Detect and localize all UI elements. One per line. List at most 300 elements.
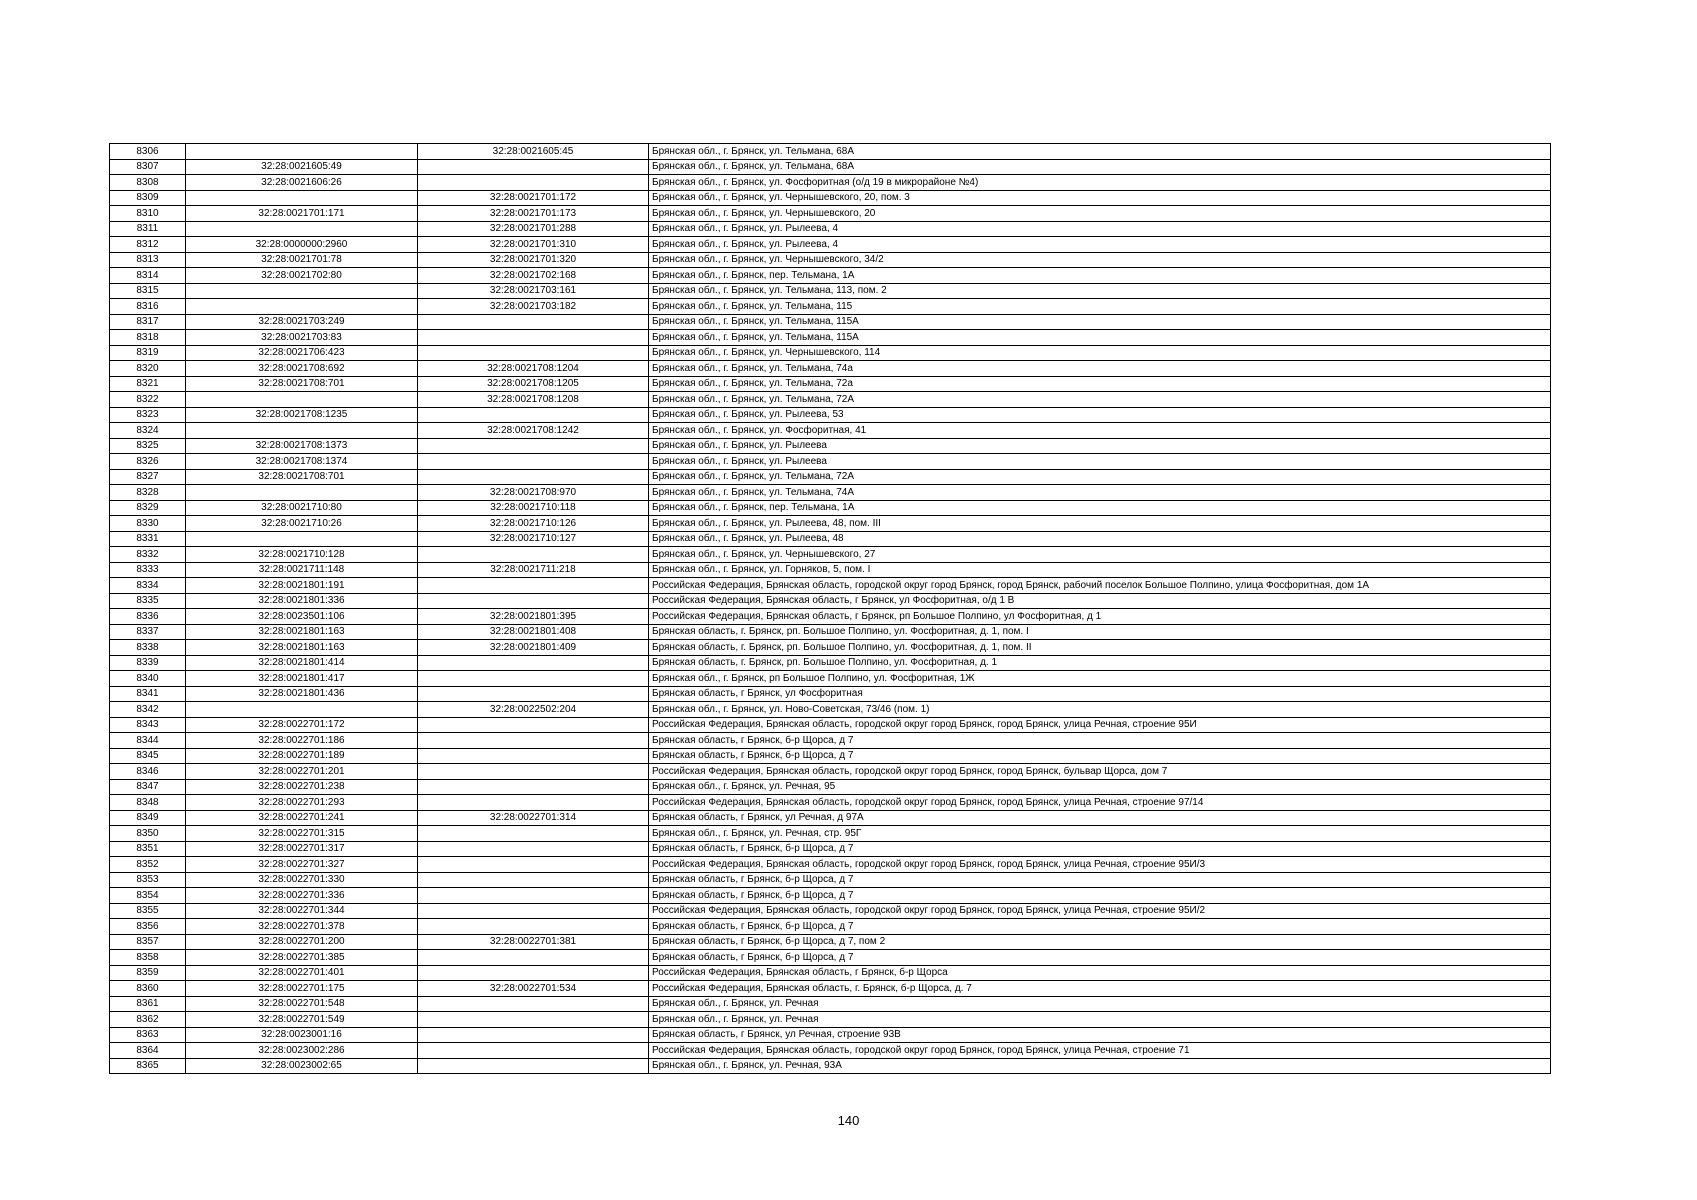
land-cadastral-number-cell: 32:28:0021708:1235: [186, 407, 418, 423]
table-row: [110, 950, 1551, 966]
address-cell: Брянская область, г Брянск, ул Речная, строение 93В: [649, 1027, 1551, 1043]
row-number-cell: 8340: [110, 671, 186, 687]
row-number-cell: 8307: [110, 159, 186, 175]
land-cadastral-number-cell: 32:28:0022701:549: [186, 1012, 418, 1028]
row-number-cell: 8350: [110, 826, 186, 842]
land-cadastral-number-cell: 32:28:0021708:701: [186, 376, 418, 392]
table-row: [110, 299, 1551, 315]
land-cadastral-number-cell: 32:28:0021801:163: [186, 640, 418, 656]
table-row: [110, 826, 1551, 842]
land-cadastral-number-cell: 32:28:0021710:128: [186, 547, 418, 563]
table-row: [110, 965, 1551, 981]
table-row: [110, 392, 1551, 408]
table-row: [110, 562, 1551, 578]
address-cell: Российская Федерация, Брянская область, городской округ город Брянск, город Брянск, улица Речная, строение 95И: [649, 717, 1551, 733]
table-row: [110, 516, 1551, 532]
row-number-cell: 8351: [110, 841, 186, 857]
address-cell: Российская Федерация, Брянская область, городской округ город Брянск, город Брянск, улица Речная, строение 95И/2: [649, 903, 1551, 919]
land-cadastral-number-cell: [186, 702, 418, 718]
row-number-cell: 8315: [110, 283, 186, 299]
address-cell: Брянская область, г Брянск, б-р Щорса, д 7: [649, 950, 1551, 966]
address-cell: Брянская обл., г. Брянск, ул. Речная, 95: [649, 779, 1551, 795]
table-row: [110, 671, 1551, 687]
row-number-cell: 8365: [110, 1058, 186, 1074]
table-row: [110, 407, 1551, 423]
address-cell: Российская Федерация, Брянская область, городской округ город Брянск, город Брянск, улица Речная, строение 97/14: [649, 795, 1551, 811]
table-row: [110, 361, 1551, 377]
address-cell: Брянская обл., г. Брянск, ул. Горняков, 5, пом. I: [649, 562, 1551, 578]
address-cell: Российская Федерация, Брянская область, городской округ город Брянск, город Брянск, улица Речная, строение 95И/3: [649, 857, 1551, 873]
building-cadastral-number-cell: [418, 345, 649, 361]
address-cell: Брянская область, г Брянск, б-р Щорса, д 7: [649, 733, 1551, 749]
table-row: [110, 717, 1551, 733]
building-cadastral-number-cell: [418, 872, 649, 888]
building-cadastral-number-cell: [418, 888, 649, 904]
building-cadastral-number-cell: 32:28:0021708:1205: [418, 376, 649, 392]
land-cadastral-number-cell: 32:28:0022701:293: [186, 795, 418, 811]
land-cadastral-number-cell: 32:28:0021710:80: [186, 500, 418, 516]
building-cadastral-number-cell: [418, 748, 649, 764]
building-cadastral-number-cell: 32:28:0021703:182: [418, 299, 649, 315]
table-row: [110, 330, 1551, 346]
row-number-cell: 8346: [110, 764, 186, 780]
land-cadastral-number-cell: 32:28:0021703:83: [186, 330, 418, 346]
table-row: [110, 609, 1551, 625]
table-row: [110, 159, 1551, 175]
address-cell: Брянская область, г. Брянск, рп. Большое Полпино, ул. Фосфоритная, д. 1: [649, 655, 1551, 671]
address-cell: Российская Федерация, Брянская область, г Брянск, ул Фосфоритная, о/д 1 В: [649, 593, 1551, 609]
land-cadastral-number-cell: 32:28:0021702:80: [186, 268, 418, 284]
table-row: [110, 733, 1551, 749]
building-cadastral-number-cell: 32:28:0021703:161: [418, 283, 649, 299]
address-cell: Брянская обл., г. Брянск, ул. Чернышевского, 20, пом. 3: [649, 190, 1551, 206]
row-number-cell: 8348: [110, 795, 186, 811]
building-cadastral-number-cell: [418, 903, 649, 919]
table-row: [110, 268, 1551, 284]
land-cadastral-number-cell: 32:28:0021606:26: [186, 175, 418, 191]
address-cell: Брянская обл., г. Брянск, ул. Чернышевского, 114: [649, 345, 1551, 361]
building-cadastral-number-cell: 32:28:0022701:534: [418, 981, 649, 997]
address-cell: Российская Федерация, Брянская область, г. Брянск, б-р Щорса, д. 7: [649, 981, 1551, 997]
row-number-cell: 8352: [110, 857, 186, 873]
row-number-cell: 8342: [110, 702, 186, 718]
table-row: [110, 454, 1551, 470]
building-cadastral-number-cell: [418, 469, 649, 485]
building-cadastral-number-cell: [418, 1027, 649, 1043]
address-cell: Брянская обл., г. Брянск, ул. Речная, стр. 95Г: [649, 826, 1551, 842]
address-cell: Брянская обл., г. Брянск, пер. Тельмана, 1А: [649, 500, 1551, 516]
row-number-cell: 8333: [110, 562, 186, 578]
address-cell: Брянская обл., г. Брянск, ул. Рылеева, 4: [649, 221, 1551, 237]
building-cadastral-number-cell: 32:28:0021710:127: [418, 531, 649, 547]
table-row: [110, 531, 1551, 547]
land-cadastral-number-cell: 32:28:0023002:65: [186, 1058, 418, 1074]
row-number-cell: 8338: [110, 640, 186, 656]
row-number-cell: 8313: [110, 252, 186, 268]
row-number-cell: 8345: [110, 748, 186, 764]
row-number-cell: 8331: [110, 531, 186, 547]
address-cell: Брянская обл., г. Брянск, ул. Рылеева, 53: [649, 407, 1551, 423]
row-number-cell: 8328: [110, 485, 186, 501]
land-cadastral-number-cell: 32:28:0022701:344: [186, 903, 418, 919]
land-cadastral-number-cell: [186, 190, 418, 206]
address-cell: Брянская обл., г. Брянск, ул. Тельмана, 115А: [649, 314, 1551, 330]
building-cadastral-number-cell: [418, 330, 649, 346]
table-row: [110, 1012, 1551, 1028]
land-cadastral-number-cell: 32:28:0022701:385: [186, 950, 418, 966]
address-cell: Брянская обл., г. Брянск, ул. Тельмана, 68А: [649, 144, 1551, 160]
row-number-cell: 8343: [110, 717, 186, 733]
building-cadastral-number-cell: [418, 1012, 649, 1028]
address-cell: Российская Федерация, Брянская область, городской округ город Брянск, город Брянск, бульвар Щорса, дом 7: [649, 764, 1551, 780]
row-number-cell: 8330: [110, 516, 186, 532]
row-number-cell: 8311: [110, 221, 186, 237]
building-cadastral-number-cell: 32:28:0021605:45: [418, 144, 649, 160]
table-row: [110, 795, 1551, 811]
row-number-cell: 8364: [110, 1043, 186, 1059]
row-number-cell: 8344: [110, 733, 186, 749]
row-number-cell: 8322: [110, 392, 186, 408]
table-row: [110, 934, 1551, 950]
address-cell: Брянская обл., г. Брянск, ул. Речная: [649, 996, 1551, 1012]
table-row: [110, 702, 1551, 718]
address-cell: Российская Федерация, Брянская область, г Брянск, б-р Щорса: [649, 965, 1551, 981]
address-cell: Российская Федерация, Брянская область, г Брянск, рп Большое Полпино, ул Фосфоритная, д 1: [649, 609, 1551, 625]
row-number-cell: 8329: [110, 500, 186, 516]
building-cadastral-number-cell: [418, 779, 649, 795]
building-cadastral-number-cell: [418, 159, 649, 175]
land-cadastral-number-cell: 32:28:0021708:692: [186, 361, 418, 377]
building-cadastral-number-cell: [418, 764, 649, 780]
table-row: [110, 810, 1551, 826]
building-cadastral-number-cell: [418, 547, 649, 563]
address-cell: Брянская обл., г. Брянск, ул. Тельмана, 115А: [649, 330, 1551, 346]
table-row: [110, 237, 1551, 253]
land-cadastral-number-cell: 32:28:0021703:249: [186, 314, 418, 330]
table-row: [110, 764, 1551, 780]
address-cell: Брянская обл., г. Брянск, ул. Рылеева: [649, 454, 1551, 470]
building-cadastral-number-cell: [418, 407, 649, 423]
row-number-cell: 8310: [110, 206, 186, 222]
land-cadastral-number-cell: 32:28:0021801:414: [186, 655, 418, 671]
page-number: 140: [837, 1113, 860, 1128]
land-cadastral-number-cell: 32:28:0022701:172: [186, 717, 418, 733]
land-cadastral-number-cell: 32:28:0022701:175: [186, 981, 418, 997]
address-cell: Брянская обл., г. Брянск, ул. Чернышевского, 34/2: [649, 252, 1551, 268]
address-cell: Брянская обл., г. Брянск, ул. Фосфоритная (о/д 19 в микрорайоне №4): [649, 175, 1551, 191]
land-cadastral-number-cell: 32:28:0022701:189: [186, 748, 418, 764]
table-row: [110, 175, 1551, 191]
table-row: [110, 996, 1551, 1012]
land-cadastral-number-cell: 32:28:0022701:330: [186, 872, 418, 888]
address-cell: Брянская обл., г. Брянск, ул. Рылеева, 48: [649, 531, 1551, 547]
building-cadastral-number-cell: [418, 857, 649, 873]
row-number-cell: 8309: [110, 190, 186, 206]
table-row: [110, 500, 1551, 516]
address-cell: Брянская область, г. Брянск, рп. Большое Полпино, ул. Фосфоритная, д. 1, пом. II: [649, 640, 1551, 656]
land-cadastral-number-cell: [186, 144, 418, 160]
row-number-cell: 8317: [110, 314, 186, 330]
address-cell: Брянская область, г Брянск, б-р Щорса, д 7, пом 2: [649, 934, 1551, 950]
row-number-cell: 8360: [110, 981, 186, 997]
address-cell: Брянская обл., г. Брянск, ул. Речная, 93А: [649, 1058, 1551, 1074]
land-cadastral-number-cell: 32:28:0021708:701: [186, 469, 418, 485]
building-cadastral-number-cell: [418, 686, 649, 702]
address-cell: Брянская обл., г. Брянск, ул. Чернышевского, 20: [649, 206, 1551, 222]
building-cadastral-number-cell: 32:28:0021710:126: [418, 516, 649, 532]
table-row: [110, 438, 1551, 454]
land-cadastral-number-cell: 32:28:0021801:436: [186, 686, 418, 702]
table-row: [110, 981, 1551, 997]
building-cadastral-number-cell: [418, 965, 649, 981]
building-cadastral-number-cell: 32:28:0021701:320: [418, 252, 649, 268]
row-number-cell: 8354: [110, 888, 186, 904]
building-cadastral-number-cell: [418, 795, 649, 811]
address-cell: Брянская область, г Брянск, б-р Щорса, д 7: [649, 872, 1551, 888]
land-cadastral-number-cell: [186, 221, 418, 237]
land-cadastral-number-cell: 32:28:0021701:78: [186, 252, 418, 268]
table-row: [110, 578, 1551, 594]
land-cadastral-number-cell: [186, 283, 418, 299]
row-number-cell: 8353: [110, 872, 186, 888]
address-cell: Брянская обл., г. Брянск, ул. Ново-Советская, 73/46 (пом. 1): [649, 702, 1551, 718]
table-row: [110, 252, 1551, 268]
land-cadastral-number-cell: 32:28:0022701:401: [186, 965, 418, 981]
land-cadastral-number-cell: 32:28:0021708:1374: [186, 454, 418, 470]
row-number-cell: 8321: [110, 376, 186, 392]
building-cadastral-number-cell: 32:28:0021801:409: [418, 640, 649, 656]
building-cadastral-number-cell: [418, 826, 649, 842]
land-cadastral-number-cell: 32:28:0021801:191: [186, 578, 418, 594]
land-cadastral-number-cell: 32:28:0023001:16: [186, 1027, 418, 1043]
land-cadastral-number-cell: 32:28:0022701:336: [186, 888, 418, 904]
building-cadastral-number-cell: 32:28:0021701:173: [418, 206, 649, 222]
registry-table-body: [110, 144, 1551, 1074]
row-number-cell: 8320: [110, 361, 186, 377]
row-number-cell: 8355: [110, 903, 186, 919]
land-cadastral-number-cell: 32:28:0021801:163: [186, 624, 418, 640]
building-cadastral-number-cell: [418, 175, 649, 191]
building-cadastral-number-cell: 32:28:0021701:288: [418, 221, 649, 237]
address-cell: Брянская обл., г. Брянск, ул. Тельмана, 74а: [649, 361, 1551, 377]
table-row: [110, 779, 1551, 795]
row-number-cell: 8358: [110, 950, 186, 966]
building-cadastral-number-cell: 32:28:0021708:1242: [418, 423, 649, 439]
row-number-cell: 8336: [110, 609, 186, 625]
address-cell: Брянская обл., г. Брянск, ул. Тельмана, 74А: [649, 485, 1551, 501]
land-cadastral-number-cell: 32:28:0022701:201: [186, 764, 418, 780]
address-cell: Брянская область, г Брянск, б-р Щорса, д 7: [649, 888, 1551, 904]
address-cell: Российская Федерация, Брянская область, городской округ город Брянск, город Брянск, улица Речная, строение 71: [649, 1043, 1551, 1059]
building-cadastral-number-cell: 32:28:0021701:310: [418, 237, 649, 253]
address-cell: Брянская область, г Брянск, ул Фосфоритная: [649, 686, 1551, 702]
row-number-cell: 8327: [110, 469, 186, 485]
table-row: [110, 640, 1551, 656]
building-cadastral-number-cell: [418, 671, 649, 687]
building-cadastral-number-cell: 32:28:0021708:1204: [418, 361, 649, 377]
table-row: [110, 206, 1551, 222]
building-cadastral-number-cell: [418, 1058, 649, 1074]
building-cadastral-number-cell: 32:28:0021701:172: [418, 190, 649, 206]
row-number-cell: 8314: [110, 268, 186, 284]
table-row: [110, 221, 1551, 237]
table-row: [110, 547, 1551, 563]
building-cadastral-number-cell: [418, 438, 649, 454]
land-cadastral-number-cell: 32:28:0023501:106: [186, 609, 418, 625]
address-cell: Брянская область, г. Брянск, рп. Большое Полпино, ул. Фосфоритная, д. 1, пом. I: [649, 624, 1551, 640]
row-number-cell: 8335: [110, 593, 186, 609]
land-cadastral-number-cell: 32:28:0021701:171: [186, 206, 418, 222]
table-row: [110, 485, 1551, 501]
address-cell: Брянская обл., г. Брянск, ул. Тельмана, 72А: [649, 392, 1551, 408]
row-number-cell: 8347: [110, 779, 186, 795]
row-number-cell: 8312: [110, 237, 186, 253]
land-cadastral-number-cell: 32:28:0022701:315: [186, 826, 418, 842]
address-cell: Брянская область, г Брянск, б-р Щорса, д 7: [649, 748, 1551, 764]
table-row: [110, 1043, 1551, 1059]
land-cadastral-number-cell: [186, 299, 418, 315]
building-cadastral-number-cell: [418, 919, 649, 935]
row-number-cell: 8334: [110, 578, 186, 594]
row-number-cell: 8339: [110, 655, 186, 671]
land-cadastral-number-cell: 32:28:0022701:200: [186, 934, 418, 950]
table-row: [110, 1058, 1551, 1074]
building-cadastral-number-cell: [418, 655, 649, 671]
table-row: [110, 919, 1551, 935]
table-row: [110, 345, 1551, 361]
land-cadastral-number-cell: 32:28:0022701:378: [186, 919, 418, 935]
row-number-cell: 8356: [110, 919, 186, 935]
land-cadastral-number-cell: 32:28:0022701:327: [186, 857, 418, 873]
address-cell: Брянская обл., г. Брянск, ул. Тельмана, 115: [649, 299, 1551, 315]
land-cadastral-number-cell: 32:28:0021708:1373: [186, 438, 418, 454]
address-cell: Брянская область, г Брянск, ул Речная, д 97А: [649, 810, 1551, 826]
address-cell: Брянская обл., г. Брянск, ул. Фосфоритная, 41: [649, 423, 1551, 439]
building-cadastral-number-cell: 32:28:0021801:395: [418, 609, 649, 625]
address-cell: Брянская обл., г. Брянск, пер. Тельмана, 1А: [649, 268, 1551, 284]
table-row: [110, 314, 1551, 330]
building-cadastral-number-cell: [418, 1043, 649, 1059]
address-cell: Брянская область, г Брянск, б-р Щорса, д 7: [649, 919, 1551, 935]
land-cadastral-number-cell: 32:28:0023002:286: [186, 1043, 418, 1059]
address-cell: Брянская обл., г. Брянск, ул. Тельмана, 68А: [649, 159, 1551, 175]
building-cadastral-number-cell: [418, 996, 649, 1012]
building-cadastral-number-cell: [418, 841, 649, 857]
building-cadastral-number-cell: [418, 578, 649, 594]
land-cadastral-number-cell: 32:28:0021706:423: [186, 345, 418, 361]
row-number-cell: 8318: [110, 330, 186, 346]
building-cadastral-number-cell: 32:28:0022701:314: [418, 810, 649, 826]
land-cadastral-number-cell: 32:28:0021801:417: [186, 671, 418, 687]
land-cadastral-number-cell: 32:28:0021801:336: [186, 593, 418, 609]
table-row: [110, 748, 1551, 764]
address-cell: Брянская область, г Брянск, б-р Щорса, д 7: [649, 841, 1551, 857]
building-cadastral-number-cell: 32:28:0021708:970: [418, 485, 649, 501]
address-cell: Российская Федерация, Брянская область, городской округ город Брянск, город Брянск, рабочий поселок Большое Полпино, улица Фосфоритная, дом 1А: [649, 578, 1551, 594]
row-number-cell: 8349: [110, 810, 186, 826]
table-row: [110, 283, 1551, 299]
land-cadastral-number-cell: 32:28:0022701:548: [186, 996, 418, 1012]
land-cadastral-number-cell: 32:28:0022701:317: [186, 841, 418, 857]
building-cadastral-number-cell: 32:28:0022701:381: [418, 934, 649, 950]
row-number-cell: 8357: [110, 934, 186, 950]
table-row: [110, 857, 1551, 873]
row-number-cell: 8319: [110, 345, 186, 361]
land-cadastral-number-cell: 32:28:0022701:241: [186, 810, 418, 826]
address-cell: Брянская обл., г. Брянск, ул. Тельмана, 113, пом. 2: [649, 283, 1551, 299]
land-cadastral-number-cell: [186, 423, 418, 439]
building-cadastral-number-cell: 32:28:0022502:204: [418, 702, 649, 718]
land-cadastral-number-cell: [186, 531, 418, 547]
row-number-cell: 8316: [110, 299, 186, 315]
address-cell: Брянская обл., г. Брянск, рп Большое Полпино, ул. Фосфоритная, 1Ж: [649, 671, 1551, 687]
building-cadastral-number-cell: 32:28:0021702:168: [418, 268, 649, 284]
row-number-cell: 8306: [110, 144, 186, 160]
address-cell: Брянская обл., г. Брянск, ул. Тельмана, 72А: [649, 469, 1551, 485]
address-cell: Брянская обл., г. Брянск, ул. Речная: [649, 1012, 1551, 1028]
land-cadastral-number-cell: 32:28:0021710:26: [186, 516, 418, 532]
address-cell: Брянская обл., г. Брянск, ул. Рылеева: [649, 438, 1551, 454]
land-cadastral-number-cell: 32:28:0021711:148: [186, 562, 418, 578]
registry-table: [109, 143, 1551, 1074]
building-cadastral-number-cell: [418, 314, 649, 330]
building-cadastral-number-cell: 32:28:0021711:218: [418, 562, 649, 578]
row-number-cell: 8359: [110, 965, 186, 981]
table-row: [110, 593, 1551, 609]
row-number-cell: 8341: [110, 686, 186, 702]
table-row: [110, 144, 1551, 160]
address-cell: Брянская обл., г. Брянск, ул. Тельмана, 72а: [649, 376, 1551, 392]
table-row: [110, 1027, 1551, 1043]
row-number-cell: 8308: [110, 175, 186, 191]
building-cadastral-number-cell: [418, 717, 649, 733]
table-row: [110, 655, 1551, 671]
building-cadastral-number-cell: [418, 733, 649, 749]
land-cadastral-number-cell: 32:28:0022701:186: [186, 733, 418, 749]
table-row: [110, 903, 1551, 919]
row-number-cell: 8362: [110, 1012, 186, 1028]
building-cadastral-number-cell: 32:28:0021708:1208: [418, 392, 649, 408]
address-cell: Брянская обл., г. Брянск, ул. Рылеева, 4: [649, 237, 1551, 253]
building-cadastral-number-cell: 32:28:0021710:118: [418, 500, 649, 516]
building-cadastral-number-cell: 32:28:0021801:408: [418, 624, 649, 640]
row-number-cell: 8323: [110, 407, 186, 423]
table-row: [110, 872, 1551, 888]
table-row: [110, 190, 1551, 206]
row-number-cell: 8324: [110, 423, 186, 439]
building-cadastral-number-cell: [418, 454, 649, 470]
table-row: [110, 888, 1551, 904]
address-cell: Брянская обл., г. Брянск, ул. Рылеева, 48, пом. III: [649, 516, 1551, 532]
land-cadastral-number-cell: 32:28:0022701:238: [186, 779, 418, 795]
row-number-cell: 8332: [110, 547, 186, 563]
table-row: [110, 469, 1551, 485]
row-number-cell: 8326: [110, 454, 186, 470]
land-cadastral-number-cell: [186, 485, 418, 501]
land-cadastral-number-cell: [186, 392, 418, 408]
row-number-cell: 8325: [110, 438, 186, 454]
address-cell: Брянская обл., г. Брянск, ул. Чернышевского, 27: [649, 547, 1551, 563]
table-row: [110, 423, 1551, 439]
table-row: [110, 686, 1551, 702]
row-number-cell: 8361: [110, 996, 186, 1012]
table-row: [110, 624, 1551, 640]
row-number-cell: 8363: [110, 1027, 186, 1043]
row-number-cell: 8337: [110, 624, 186, 640]
land-cadastral-number-cell: 32:28:0021605:49: [186, 159, 418, 175]
table-row: [110, 841, 1551, 857]
building-cadastral-number-cell: [418, 593, 649, 609]
